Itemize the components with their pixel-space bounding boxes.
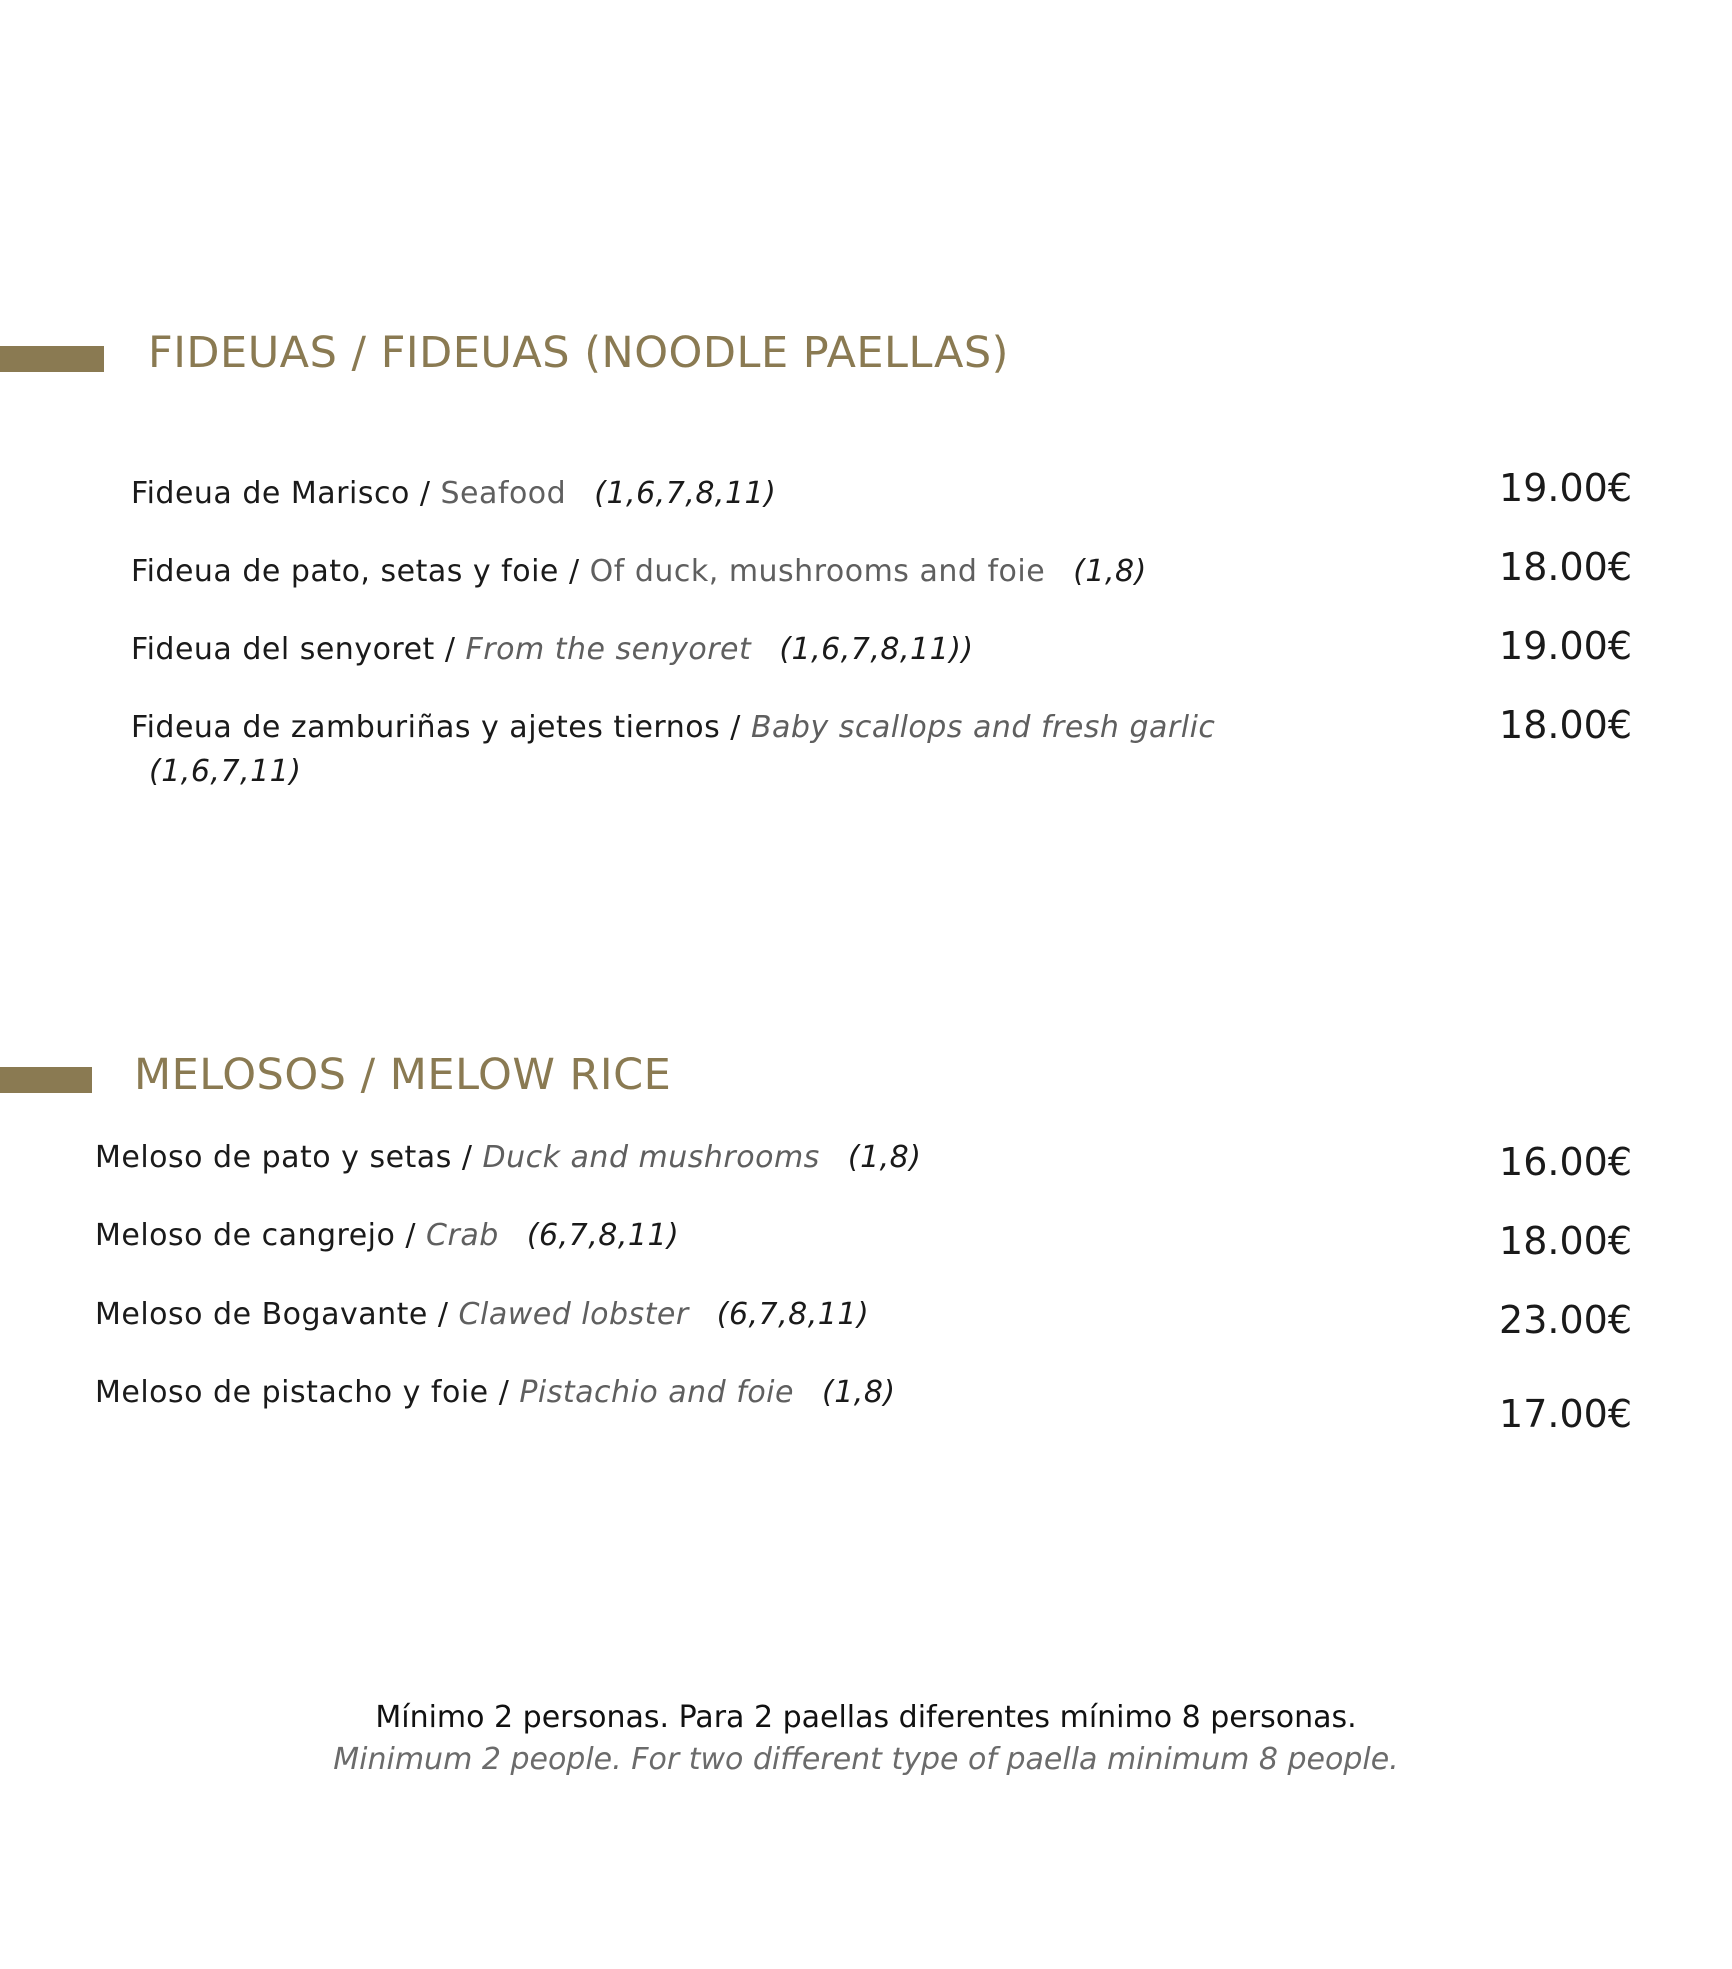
dish-english-name: Of duck, mushrooms and foie <box>589 554 1046 589</box>
separator: / <box>568 554 580 589</box>
dish-name: Fideua de Marisco <box>131 476 410 511</box>
separator: / <box>405 1218 416 1253</box>
allergen-codes: (6,7,8,11) <box>526 1218 680 1253</box>
dish-english-name: Crab <box>426 1218 499 1253</box>
dish-name: Fideua del senyoret <box>131 632 435 667</box>
dish-price: 16.00€ <box>1499 1140 1632 1184</box>
section-title-fideuas: FIDEUAS / FIDEUAS (NOODLE PAELLAS) <box>148 328 1009 378</box>
separator: / <box>437 1297 449 1332</box>
dish-english-name: Clawed lobster <box>458 1297 689 1332</box>
dish-name: Meloso de pato y setas <box>95 1140 452 1175</box>
dish-price: 18.00€ <box>1499 703 1632 747</box>
menu-item-meloso-bogavante <box>95 1293 1295 1337</box>
menu-item-meloso-pistacho <box>95 1371 1295 1415</box>
allergen-codes: (1,6,7,11) <box>149 754 302 789</box>
minimum-people-note-es: Mínimo 2 personas. Para 2 paellas diferentes mínimo 8 personas. <box>375 1700 1357 1735</box>
menu-item-fideua-senyoret <box>131 628 1281 672</box>
allergen-codes: (1,6,7,8,11)) <box>779 632 974 667</box>
separator: / <box>498 1375 510 1410</box>
dish-name: Fideua de zamburiñas y ajetes tiernos <box>131 710 721 745</box>
allergen-codes: (1,6,7,8,11) <box>594 476 777 511</box>
menu-item-meloso-cangrejo <box>95 1214 1295 1258</box>
dish-english-name: Pistachio and foie <box>519 1375 794 1410</box>
dish-price: 18.00€ <box>1499 1219 1632 1263</box>
minimum-people-note-en: Minimum 2 people. For two different type of paella minimum 8 people. <box>333 1742 1399 1777</box>
dish-price: 23.00€ <box>1499 1298 1632 1342</box>
dish-name: Meloso de pistacho y foie <box>95 1375 489 1410</box>
section-accent-bar <box>0 346 104 372</box>
dish-name: Fideua de pato, setas y foie <box>131 554 559 589</box>
separator: / <box>461 1140 473 1175</box>
section-title-melosos: MELOSOS / MELOW RICE <box>134 1050 672 1100</box>
dish-name: Meloso de cangrejo <box>95 1218 396 1253</box>
menu-item-fideua-marisco <box>131 472 1281 516</box>
dish-price: 18.00€ <box>1499 545 1632 589</box>
dish-english-name: From the senyoret <box>465 632 752 667</box>
separator: / <box>419 476 431 511</box>
separator: / <box>730 710 741 745</box>
dish-price: 19.00€ <box>1499 466 1632 510</box>
allergen-codes: (1,8) <box>822 1375 896 1410</box>
dish-english-name: Baby scallops and fresh garlic <box>750 710 1216 745</box>
menu-item-fideua-zamburinas <box>131 706 1291 794</box>
dish-price: 17.00€ <box>1499 1392 1632 1436</box>
section-accent-bar <box>0 1067 92 1093</box>
menu-item-fideua-pato <box>131 550 1281 594</box>
separator: / <box>444 632 456 667</box>
dish-english-name: Duck and mushrooms <box>482 1140 820 1175</box>
allergen-codes: (6,7,8,11) <box>716 1297 870 1332</box>
menu-item-meloso-pato <box>95 1136 1295 1180</box>
allergen-codes: (1,8) <box>847 1140 922 1175</box>
dish-english-name: Seafood <box>440 476 567 511</box>
dish-price: 19.00€ <box>1499 624 1632 668</box>
allergen-codes: (1,8) <box>1073 554 1147 589</box>
dish-name: Meloso de Bogavante <box>95 1297 428 1332</box>
